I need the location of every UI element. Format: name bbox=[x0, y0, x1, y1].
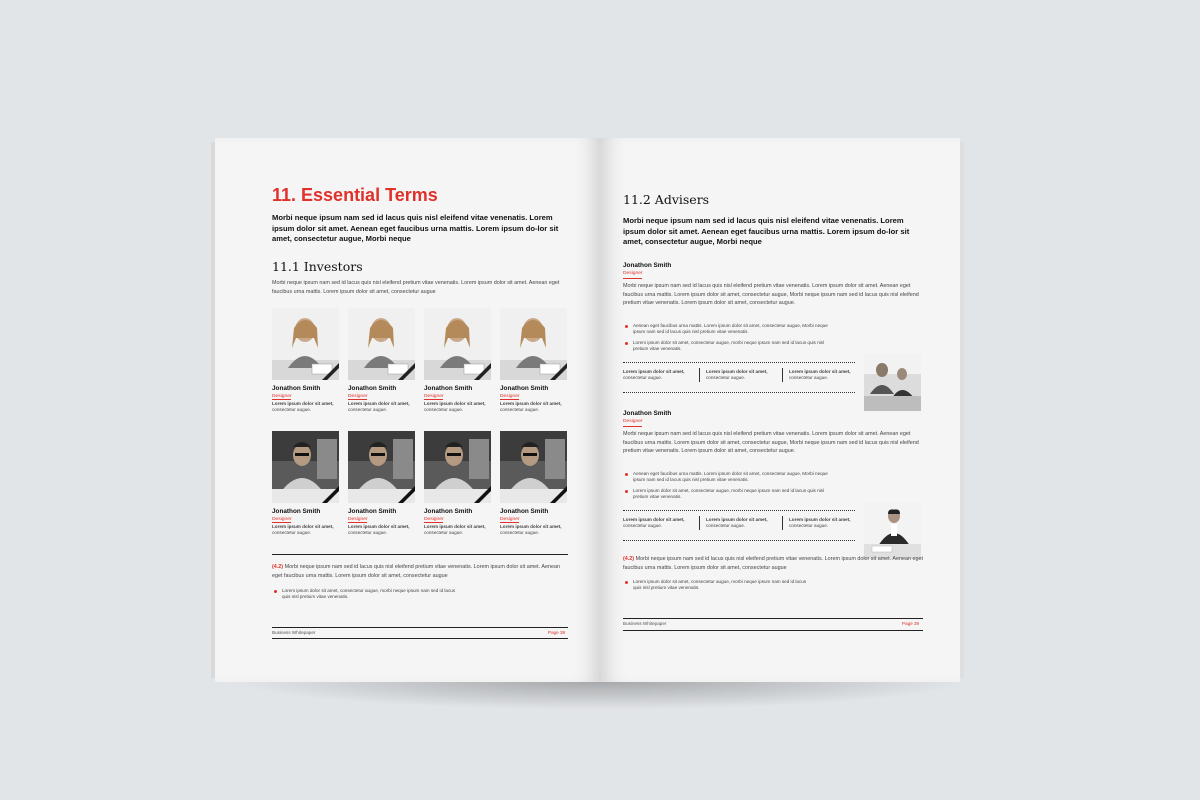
adviser-column bbox=[706, 369, 778, 381]
column-text: consectetur augue. bbox=[623, 375, 663, 381]
adviser-column bbox=[789, 517, 861, 529]
woman-portrait-photo bbox=[424, 308, 491, 380]
column-separator bbox=[782, 368, 783, 382]
open-book bbox=[215, 138, 960, 682]
man-portrait-photo bbox=[272, 431, 339, 503]
dotted-rule-bottom bbox=[623, 392, 855, 393]
investor-name: Jonathon Smith bbox=[348, 508, 397, 515]
investor-name: Jonathon Smith bbox=[424, 508, 473, 515]
column-red-text: Lorem ipsum dolor sit amet, bbox=[789, 517, 851, 522]
footer-rule-bottom-right bbox=[623, 630, 923, 631]
investor-card bbox=[424, 308, 491, 413]
role-underline bbox=[500, 522, 519, 523]
investor-role: Designer bbox=[500, 517, 520, 522]
adviser-name: Jonathon Smith bbox=[623, 410, 672, 417]
bullet-item: Lorem ipsum dolor sit amet, consectetur augue, morbi neque ipsum nam sed id lacus quis nisl pretium vitae venenatis. bbox=[282, 588, 462, 600]
investor-role: Designer bbox=[348, 517, 368, 522]
bullet-item-right: Lorem ipsum dolor sit amet, consectetur augue, morbi neque ipsum nam sed id lacus quis nisl pretium vitae venenatis. bbox=[633, 579, 813, 591]
column-red-text: Lorem ipsum dolor sit amet, bbox=[706, 517, 768, 522]
adviser-bullet: Aenean eget faucibus urna mattis. Lorem ipsum dolor sit amet, consectetur augue, Morbi neque ipsum nam sed id lacus quis nisl pretium vitae venenatis. bbox=[633, 471, 833, 483]
adviser-body: Morbi neque ipsum nam sed id lacus quis nisl eleifend pretium vitae venenatis. Lorem ipsum dolor sit amet. Aenean eget faucibus urna mattis. Lorem ipsum dolor sit amet, consectetur augue, Morbi neque ipsum nam sed id lacus quis nisl eleifend pretium vitae venenatis. Lorem ipsum dolor sit amet, consectetur augue. bbox=[623, 431, 919, 455]
column-text: consectetur augue. bbox=[789, 375, 829, 381]
investor-role: Designer bbox=[348, 394, 368, 399]
dotted-rule-bottom bbox=[623, 540, 855, 541]
column-red-text: Lorem ipsum dolor sit amet, bbox=[789, 369, 851, 374]
investor-red-text: Lorem ipsum dolor sit amet, bbox=[424, 401, 486, 406]
column-separator bbox=[699, 516, 700, 530]
role-underline bbox=[272, 522, 291, 523]
column-text: consectetur augue. bbox=[623, 523, 663, 529]
investor-text: consectetur augue. bbox=[500, 407, 540, 413]
lead-paragraph: Morbi neque ipsum nam sed id lacus quis nisl eleifend vitae venenatis. Lorem ipsum dolor sit amet. Aenean eget faucibus urna mattis. Lorem ipsum do-lor sit amet, consectetur augue, Morbi neque bbox=[272, 213, 559, 243]
investor-role: Designer bbox=[272, 394, 292, 399]
column-red-text: Lorem ipsum dolor sit amet, bbox=[706, 369, 768, 374]
investor-text: consectetur augue. bbox=[348, 530, 388, 536]
column-text: consectetur augue. bbox=[706, 523, 746, 529]
footer-page-number-right: Page 39 bbox=[902, 621, 920, 626]
right-page bbox=[600, 138, 960, 682]
adviser-role: Designer bbox=[623, 271, 643, 276]
investor-name: Jonathon Smith bbox=[500, 508, 549, 515]
adviser-column bbox=[623, 369, 695, 381]
businessman-desk-photo bbox=[864, 502, 921, 559]
investor-text: consectetur augue. bbox=[272, 530, 312, 536]
role-underline bbox=[623, 426, 642, 427]
footer-rule-top-right bbox=[623, 618, 923, 619]
investor-card bbox=[348, 431, 415, 536]
role-underline bbox=[424, 399, 443, 400]
footer-title: Business Whitepaper bbox=[272, 630, 316, 635]
adviser-column bbox=[623, 517, 695, 529]
footer-rule-top bbox=[272, 627, 568, 628]
column-text: consectetur augue. bbox=[789, 523, 829, 529]
business-meeting-photo bbox=[864, 354, 921, 411]
investor-text: consectetur augue. bbox=[424, 530, 464, 536]
adviser-column bbox=[789, 369, 861, 381]
role-underline bbox=[623, 278, 642, 279]
section-heading-investors: 11.1 Investors bbox=[272, 259, 363, 274]
section-heading-advisers: 11.2 Advisers bbox=[623, 192, 710, 207]
page-title: 11. Essential Terms bbox=[272, 185, 438, 205]
investor-text: consectetur augue. bbox=[348, 407, 388, 413]
man-portrait-photo bbox=[348, 431, 415, 503]
investor-red-text: Lorem ipsum dolor sit amet, bbox=[500, 401, 562, 406]
investor-text: consectetur augue. bbox=[500, 530, 540, 536]
column-text: consectetur augue. bbox=[706, 375, 746, 381]
investor-name: Jonathon Smith bbox=[272, 385, 321, 392]
note-ref: (4.2) bbox=[272, 564, 284, 570]
adviser-body: Morbi neque ipsum nam sed id lacus quis nisl eleifend pretium vitae venenatis. Lorem ipsum dolor sit amet. Aenean eget faucibus urna mattis. Lorem ipsum dolor sit amet, consectetur augue, Morbi neque ipsum nam sed id lacus quis nisl eleifend pretium vitae venenatis. Lorem ipsum dolor sit amet, consectetur augue. bbox=[623, 283, 919, 307]
woman-portrait-photo bbox=[272, 308, 339, 380]
investor-red-text: Lorem ipsum dolor sit amet, bbox=[272, 524, 334, 529]
role-underline bbox=[272, 399, 291, 400]
dotted-rule-top bbox=[623, 510, 855, 511]
footer-title-right: Business Whitepaper bbox=[623, 621, 667, 626]
investor-text: consectetur augue. bbox=[272, 407, 312, 413]
column-red-text: Lorem ipsum dolor sit amet, bbox=[623, 517, 685, 522]
note-ref-right: (4.2) bbox=[623, 556, 635, 562]
column-separator bbox=[699, 368, 700, 382]
adviser-bullet: Lorem ipsum dolor sit amet, consectetur augue, morbi neque ipsum nam sed id lacus quis nisl pretium vitae venenatis. bbox=[633, 488, 833, 500]
woman-portrait-photo bbox=[500, 308, 567, 380]
adviser-column bbox=[706, 517, 778, 529]
role-underline bbox=[424, 522, 443, 523]
man-portrait-photo bbox=[500, 431, 567, 503]
note-text: Morbi neque ipsum nam sed id lacus quis nisl eleifend pretium vitae venenatis. Lorem ipsum dolor sit amet. Aenean eget faucibus urna mattis. Lorem ipsum dolor sit amet, consectetur augue bbox=[272, 564, 560, 579]
adviser-block bbox=[623, 410, 923, 550]
divider bbox=[272, 554, 568, 555]
role-underline bbox=[348, 399, 367, 400]
investor-role: Designer bbox=[424, 517, 444, 522]
investor-card bbox=[500, 431, 567, 536]
investor-red-text: Lorem ipsum dolor sit amet, bbox=[272, 401, 334, 406]
investor-card bbox=[424, 431, 491, 536]
dotted-rule-top bbox=[623, 362, 855, 363]
investor-red-text: Lorem ipsum dolor sit amet, bbox=[348, 401, 410, 406]
footer-rule-bottom bbox=[272, 638, 568, 639]
role-underline bbox=[500, 399, 519, 400]
investor-red-text: Lorem ipsum dolor sit amet, bbox=[424, 524, 486, 529]
investor-role: Designer bbox=[500, 394, 520, 399]
investor-card bbox=[272, 308, 339, 413]
adviser-bullet: Lorem ipsum dolor sit amet, consectetur augue, morbi neque ipsum nam sed id lacus quis nisl pretium vitae venenatis. bbox=[633, 340, 833, 352]
adviser-role: Designer bbox=[623, 419, 643, 424]
column-separator bbox=[782, 516, 783, 530]
note-text-right: Morbi neque ipsum nam sed id lacus quis nisl eleifend pretium vitae venenatis. Lorem ipsum dolor sit amet. Aenean eget faucibus urna mattis. Lorem ipsum dolor sit amet, consectetur augue bbox=[623, 556, 923, 571]
column-red-text: Lorem ipsum dolor sit amet, bbox=[623, 369, 685, 374]
adviser-name: Jonathon Smith bbox=[623, 262, 672, 269]
adviser-block bbox=[623, 262, 923, 402]
investor-name: Jonathon Smith bbox=[348, 385, 397, 392]
investor-role: Designer bbox=[424, 394, 444, 399]
adviser-bullet: Aenean eget faucibus urna mattis. Lorem ipsum dolor sit amet, consectetur augue, Morbi neque ipsum nam sed id lacus quis nisl pretium vitae venenatis. bbox=[633, 323, 833, 335]
investor-name: Jonathon Smith bbox=[424, 385, 473, 392]
investor-red-text: Lorem ipsum dolor sit amet, bbox=[348, 524, 410, 529]
investor-name: Jonathon Smith bbox=[500, 385, 549, 392]
role-underline bbox=[348, 522, 367, 523]
advisers-lead: Morbi neque ipsum nam sed id lacus quis nisl eleifend vitae venenatis. Lorem ipsum dolor sit amet. Aenean eget faucibus urna mattis. Lorem ipsum do-lor sit amet, consectetur augue, Morbi neque bbox=[623, 216, 910, 246]
footer-page-number: Page 38 bbox=[548, 630, 566, 635]
investor-role: Designer bbox=[272, 517, 292, 522]
investor-card bbox=[272, 431, 339, 536]
investor-card bbox=[348, 308, 415, 413]
investor-text: consectetur augue. bbox=[424, 407, 464, 413]
investor-name: Jonathon Smith bbox=[272, 508, 321, 515]
note-paragraph-right bbox=[623, 555, 923, 572]
woman-portrait-photo bbox=[348, 308, 415, 380]
note-paragraph bbox=[272, 563, 568, 580]
man-portrait-photo bbox=[424, 431, 491, 503]
left-page bbox=[215, 138, 600, 682]
investors-intro: Morbi neque ipsum nam sed id lacus quis nisl eleifend pretium vitae venenatis. Lorem ipsum dolor sit amet. Aenean eget faucibus urna mattis. Lorem ipsum dolor sit amet, consectetur augue bbox=[272, 280, 560, 295]
investor-card bbox=[500, 308, 567, 413]
investor-red-text: Lorem ipsum dolor sit amet, bbox=[500, 524, 562, 529]
